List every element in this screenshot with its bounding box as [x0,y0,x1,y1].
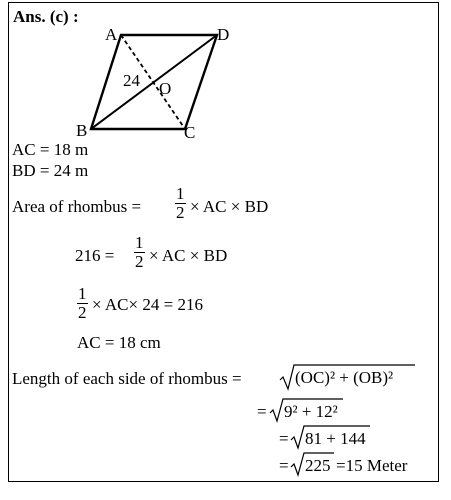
area-formula-rest: × AC × BD [190,197,269,216]
eq1-fraction [134,234,145,271]
step3-expr: 225 [305,456,331,475]
vertex-label-c: C [184,123,196,142]
side-length-radical [279,363,415,391]
area-fraction-num: 1 [176,184,185,203]
vertex-label-d: D [217,25,230,44]
step2-expr: 81 + 144 [305,429,366,448]
side-length-expr: (OC)² + (OB)² [295,368,394,387]
answer-box [8,2,439,482]
area-label: Area of rhombus = [12,197,142,216]
area-fraction [175,185,186,222]
step1-radical [269,397,343,423]
step2-radical [290,424,370,450]
step1-eq: = [257,402,267,421]
side-length-label-text: Length of each side of rhombus = [12,369,242,388]
step3-eq: = [279,456,289,475]
center-label-o: O [159,79,172,98]
eq2-fraction-num: 1 [78,284,87,303]
step3-result: =15 Meter [336,456,408,475]
eq3: AC = 18 cm [77,333,161,352]
step2-eq: = [279,429,289,448]
eq1-rest: × AC × BD [149,246,228,265]
step1-expr: 9² + 12² [284,402,338,421]
answer-heading: Ans. (c) : [13,7,79,26]
eq2-fraction-den: 2 [78,303,87,322]
vertex-label-a: A [105,25,118,44]
given-ac: AC = 18 m [12,140,89,159]
side-length-label: 24 [123,71,140,90]
area-fraction-den: 2 [176,203,185,222]
eq1-fraction-num: 1 [135,233,144,252]
eq2-rest: × AC× 24 = 216 [92,295,203,314]
eq2-fraction [77,285,88,322]
step3-radical [290,451,334,477]
vertex-label-b: B [76,121,88,140]
eq1-fraction-den: 2 [135,252,144,271]
eq1-lhs: 216 = [75,246,115,265]
given-bd: BD = 24 m [12,161,89,180]
